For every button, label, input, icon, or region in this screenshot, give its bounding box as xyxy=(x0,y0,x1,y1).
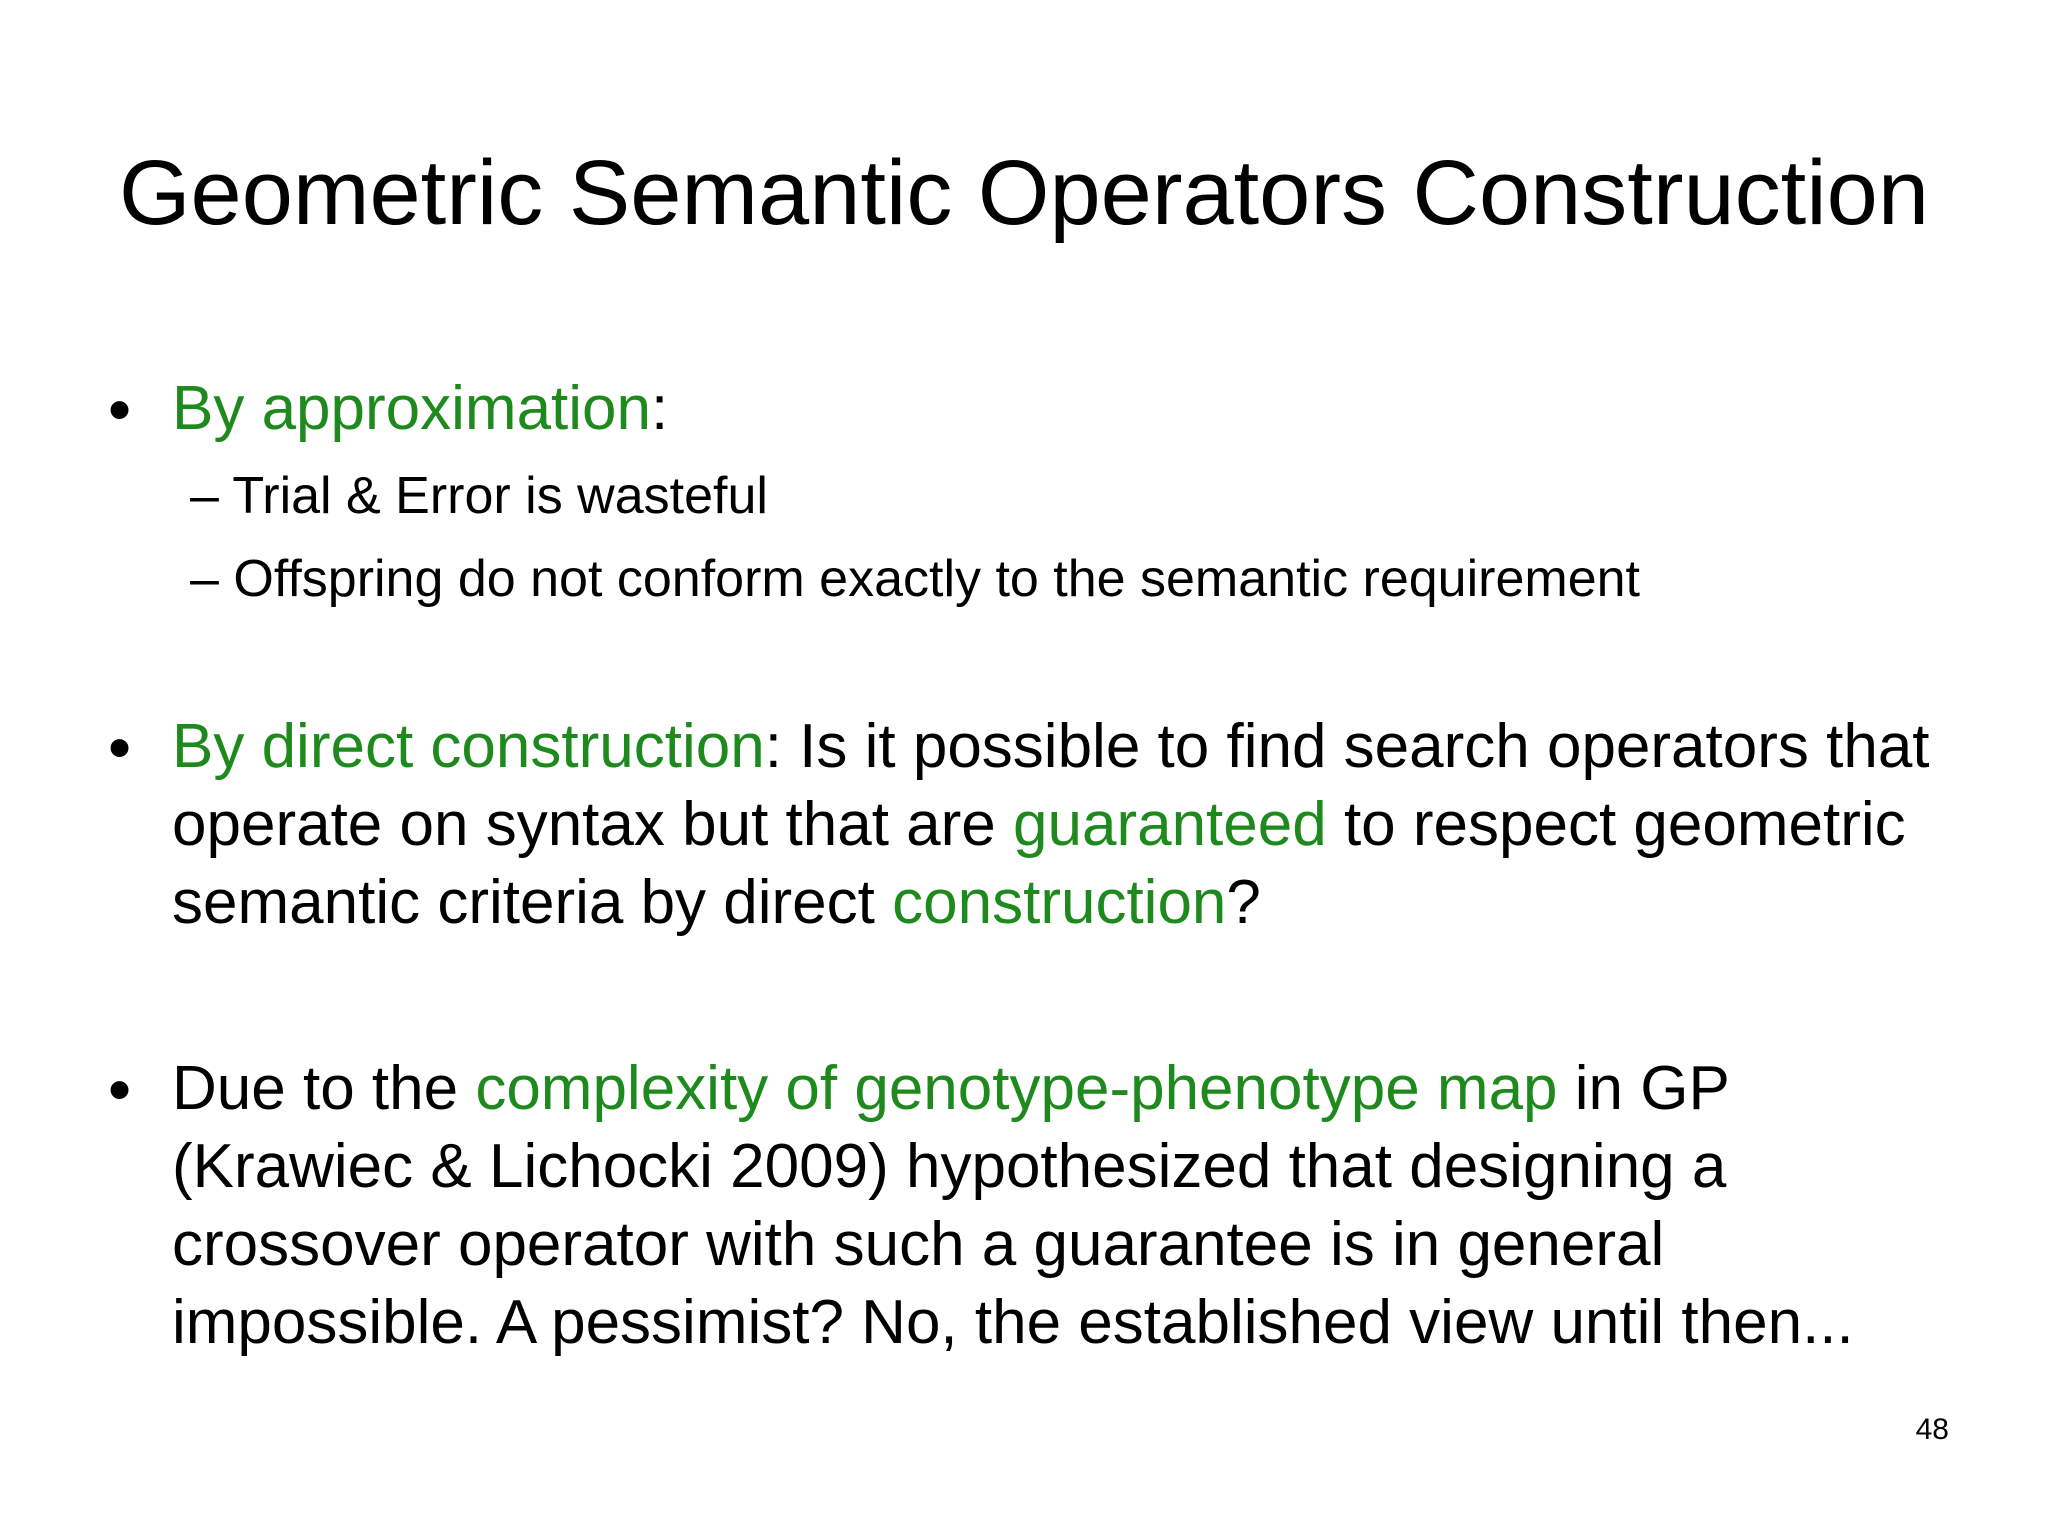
highlight-text: construction xyxy=(892,868,1227,937)
subitem-offspring: – Offspring do not conform exactly to the semantic requirement xyxy=(190,550,1640,608)
plain-text: to respect geometric xyxy=(1326,790,1906,859)
plain-text: semantic criteria by direct xyxy=(172,868,893,937)
plain-text: (Krawiec & Lichocki 2009) hypothesized that designing a xyxy=(172,1132,1727,1201)
plain-text: in GP xyxy=(1557,1054,1730,1123)
bullet-line xyxy=(172,370,2032,448)
slide-title: Geometric Semantic Operators Construction xyxy=(118,142,1930,244)
bullet-dot-icon: • xyxy=(108,372,132,446)
bullet-line xyxy=(172,786,2032,864)
highlight-text: guaranteed xyxy=(1013,790,1327,859)
subitem-trial-error: – Trial & Error is wasteful xyxy=(190,467,768,525)
highlight-text: complexity of genotype-phenotype map xyxy=(475,1054,1558,1123)
bullet-text xyxy=(172,370,2032,448)
plain-text: : Is it possible to find search operators that xyxy=(764,712,1930,781)
bullet-line xyxy=(172,1284,2032,1362)
plain-text: crossover operator with such a guarantee is in general xyxy=(172,1210,1665,1279)
plain-text: impossible. A pessimist? No, the established view until then... xyxy=(172,1288,1854,1357)
bullet-line xyxy=(172,1206,2032,1284)
bullet-line xyxy=(172,708,2032,786)
bullet-line xyxy=(172,1050,2032,1128)
highlight-text: By approximation xyxy=(172,374,652,443)
bullet-line xyxy=(172,864,2032,942)
plain-text: : xyxy=(651,374,669,443)
plain-text: Due to the xyxy=(172,1054,476,1123)
bullet-dot-icon: • xyxy=(108,710,132,784)
bullet-dot-icon: • xyxy=(108,1052,132,1126)
bullet-text xyxy=(172,708,2032,942)
plain-text: operate on syntax but that are xyxy=(172,790,1013,859)
plain-text: ? xyxy=(1226,868,1261,937)
page-number: 48 xyxy=(1915,1413,1949,1446)
bullet-text xyxy=(172,1050,2032,1362)
highlight-text: By direct construction xyxy=(172,712,765,781)
bullet-line xyxy=(172,1128,2032,1206)
